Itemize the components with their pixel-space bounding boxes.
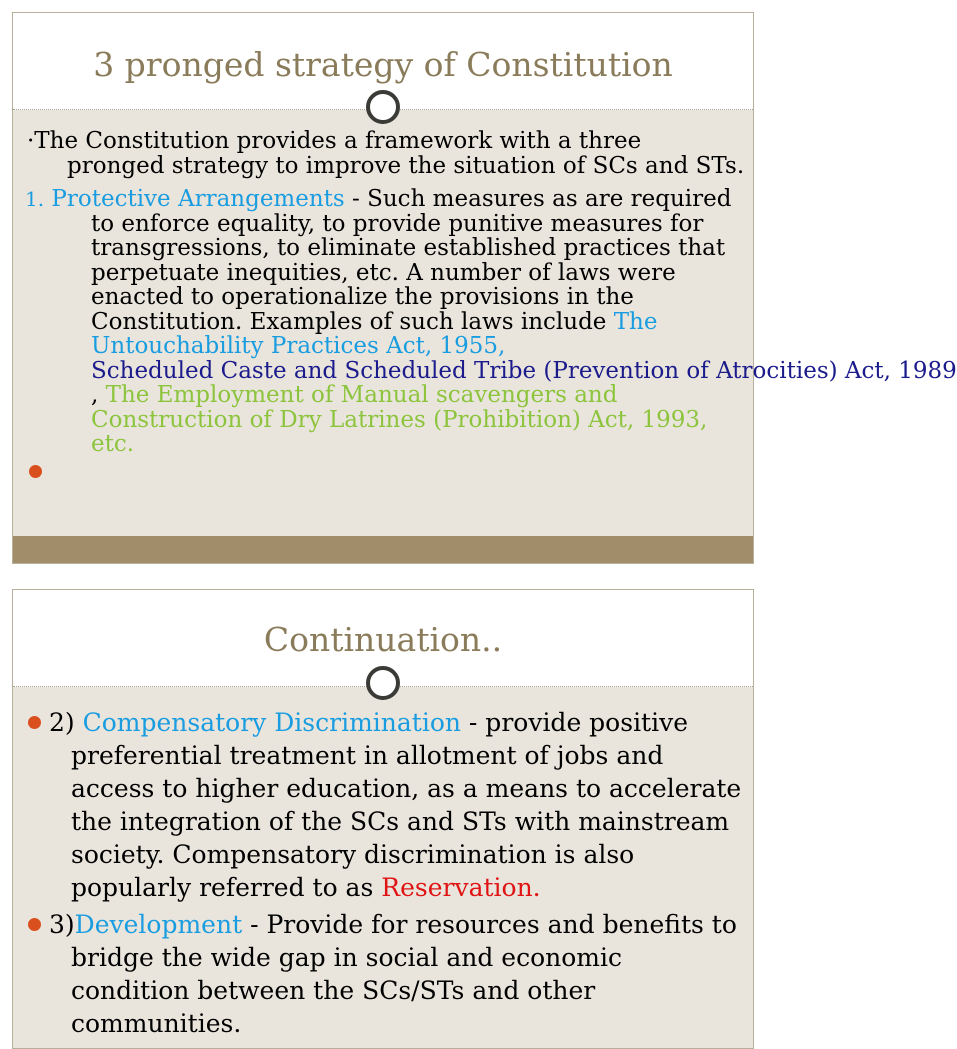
- item-number: 1.: [25, 187, 45, 211]
- item-text: condition between the SCs/STs and other: [71, 976, 596, 1005]
- item-text: - Provide for resources and benefits to: [242, 910, 737, 939]
- ring-ornament-icon: [366, 666, 400, 700]
- item-text: preferential treatment in allotment of jobs and: [71, 741, 664, 770]
- law-link-manual-scavengers[interactable]: The Employment of Manual scavengers and: [105, 382, 618, 408]
- item-text: - Such measures as are required: [344, 186, 732, 212]
- item-text: transgressions, to eliminate established practices that: [91, 235, 726, 261]
- item-heading: Protective Arrangements: [51, 186, 345, 212]
- bullet-icon: [29, 465, 42, 478]
- item-text: perpetuate inequities, etc. A number of laws were: [91, 259, 676, 286]
- law-link-untouchability[interactable]: Untouchability Practices Act, 1955,: [91, 333, 506, 359]
- list-item-development: [13, 908, 737, 1040]
- item-heading: Compensatory Discrimination: [82, 708, 461, 737]
- list-item-protective-arrangements: [25, 186, 957, 457]
- law-link-manual-scavengers[interactable]: etc.: [91, 431, 135, 457]
- reservation-emphasis: Reservation.: [381, 873, 541, 902]
- item-text: enacted to operationalize the provisions in the: [91, 284, 634, 310]
- law-link-untouchability[interactable]: The: [613, 308, 658, 335]
- item-text: Constitution. Examples of such laws include: [91, 308, 614, 335]
- intro-line: ·The Constitution provides a framework with a three: [27, 128, 642, 154]
- item-number: 3): [49, 910, 75, 939]
- item-text: bridge the wide gap in social and economic: [71, 943, 623, 972]
- item-text: popularly referred to as: [71, 873, 382, 902]
- intro-line: pronged strategy to improve the situation of SCs and STs.: [67, 152, 745, 179]
- item-text: the integration of the SCs and STs with mainstream: [71, 807, 730, 836]
- item-text: society. Compensatory discrimination is also: [71, 840, 635, 869]
- item-number: 2): [49, 708, 83, 737]
- footer-bar: [13, 536, 753, 563]
- item-text: communities.: [71, 1009, 242, 1038]
- slide-1: [12, 12, 957, 564]
- item-text: - provide positive: [460, 708, 689, 737]
- slide-title: Continuation..: [263, 620, 503, 659]
- item-text: access to higher education, as a means to accelerate: [71, 774, 742, 803]
- law-link-atrocities[interactable]: Scheduled Caste and Scheduled Tribe (Prevention of Atrocities) Act, 1989: [91, 357, 957, 384]
- ring-ornament-icon: [366, 90, 400, 124]
- slide-2: [12, 589, 754, 1049]
- law-link-manual-scavengers[interactable]: Construction of Dry Latrines (Prohibition) Act, 1993,: [91, 406, 708, 433]
- intro-paragraph: [13, 129, 744, 178]
- slide-title: 3 pronged strategy of Constitution: [93, 45, 673, 84]
- list-item-compensatory-discrimination: [13, 706, 741, 904]
- separator-text: ,: [91, 382, 106, 408]
- item-text: to enforce equality, to provide punitive measures for: [91, 210, 704, 237]
- item-heading: Development: [74, 910, 243, 939]
